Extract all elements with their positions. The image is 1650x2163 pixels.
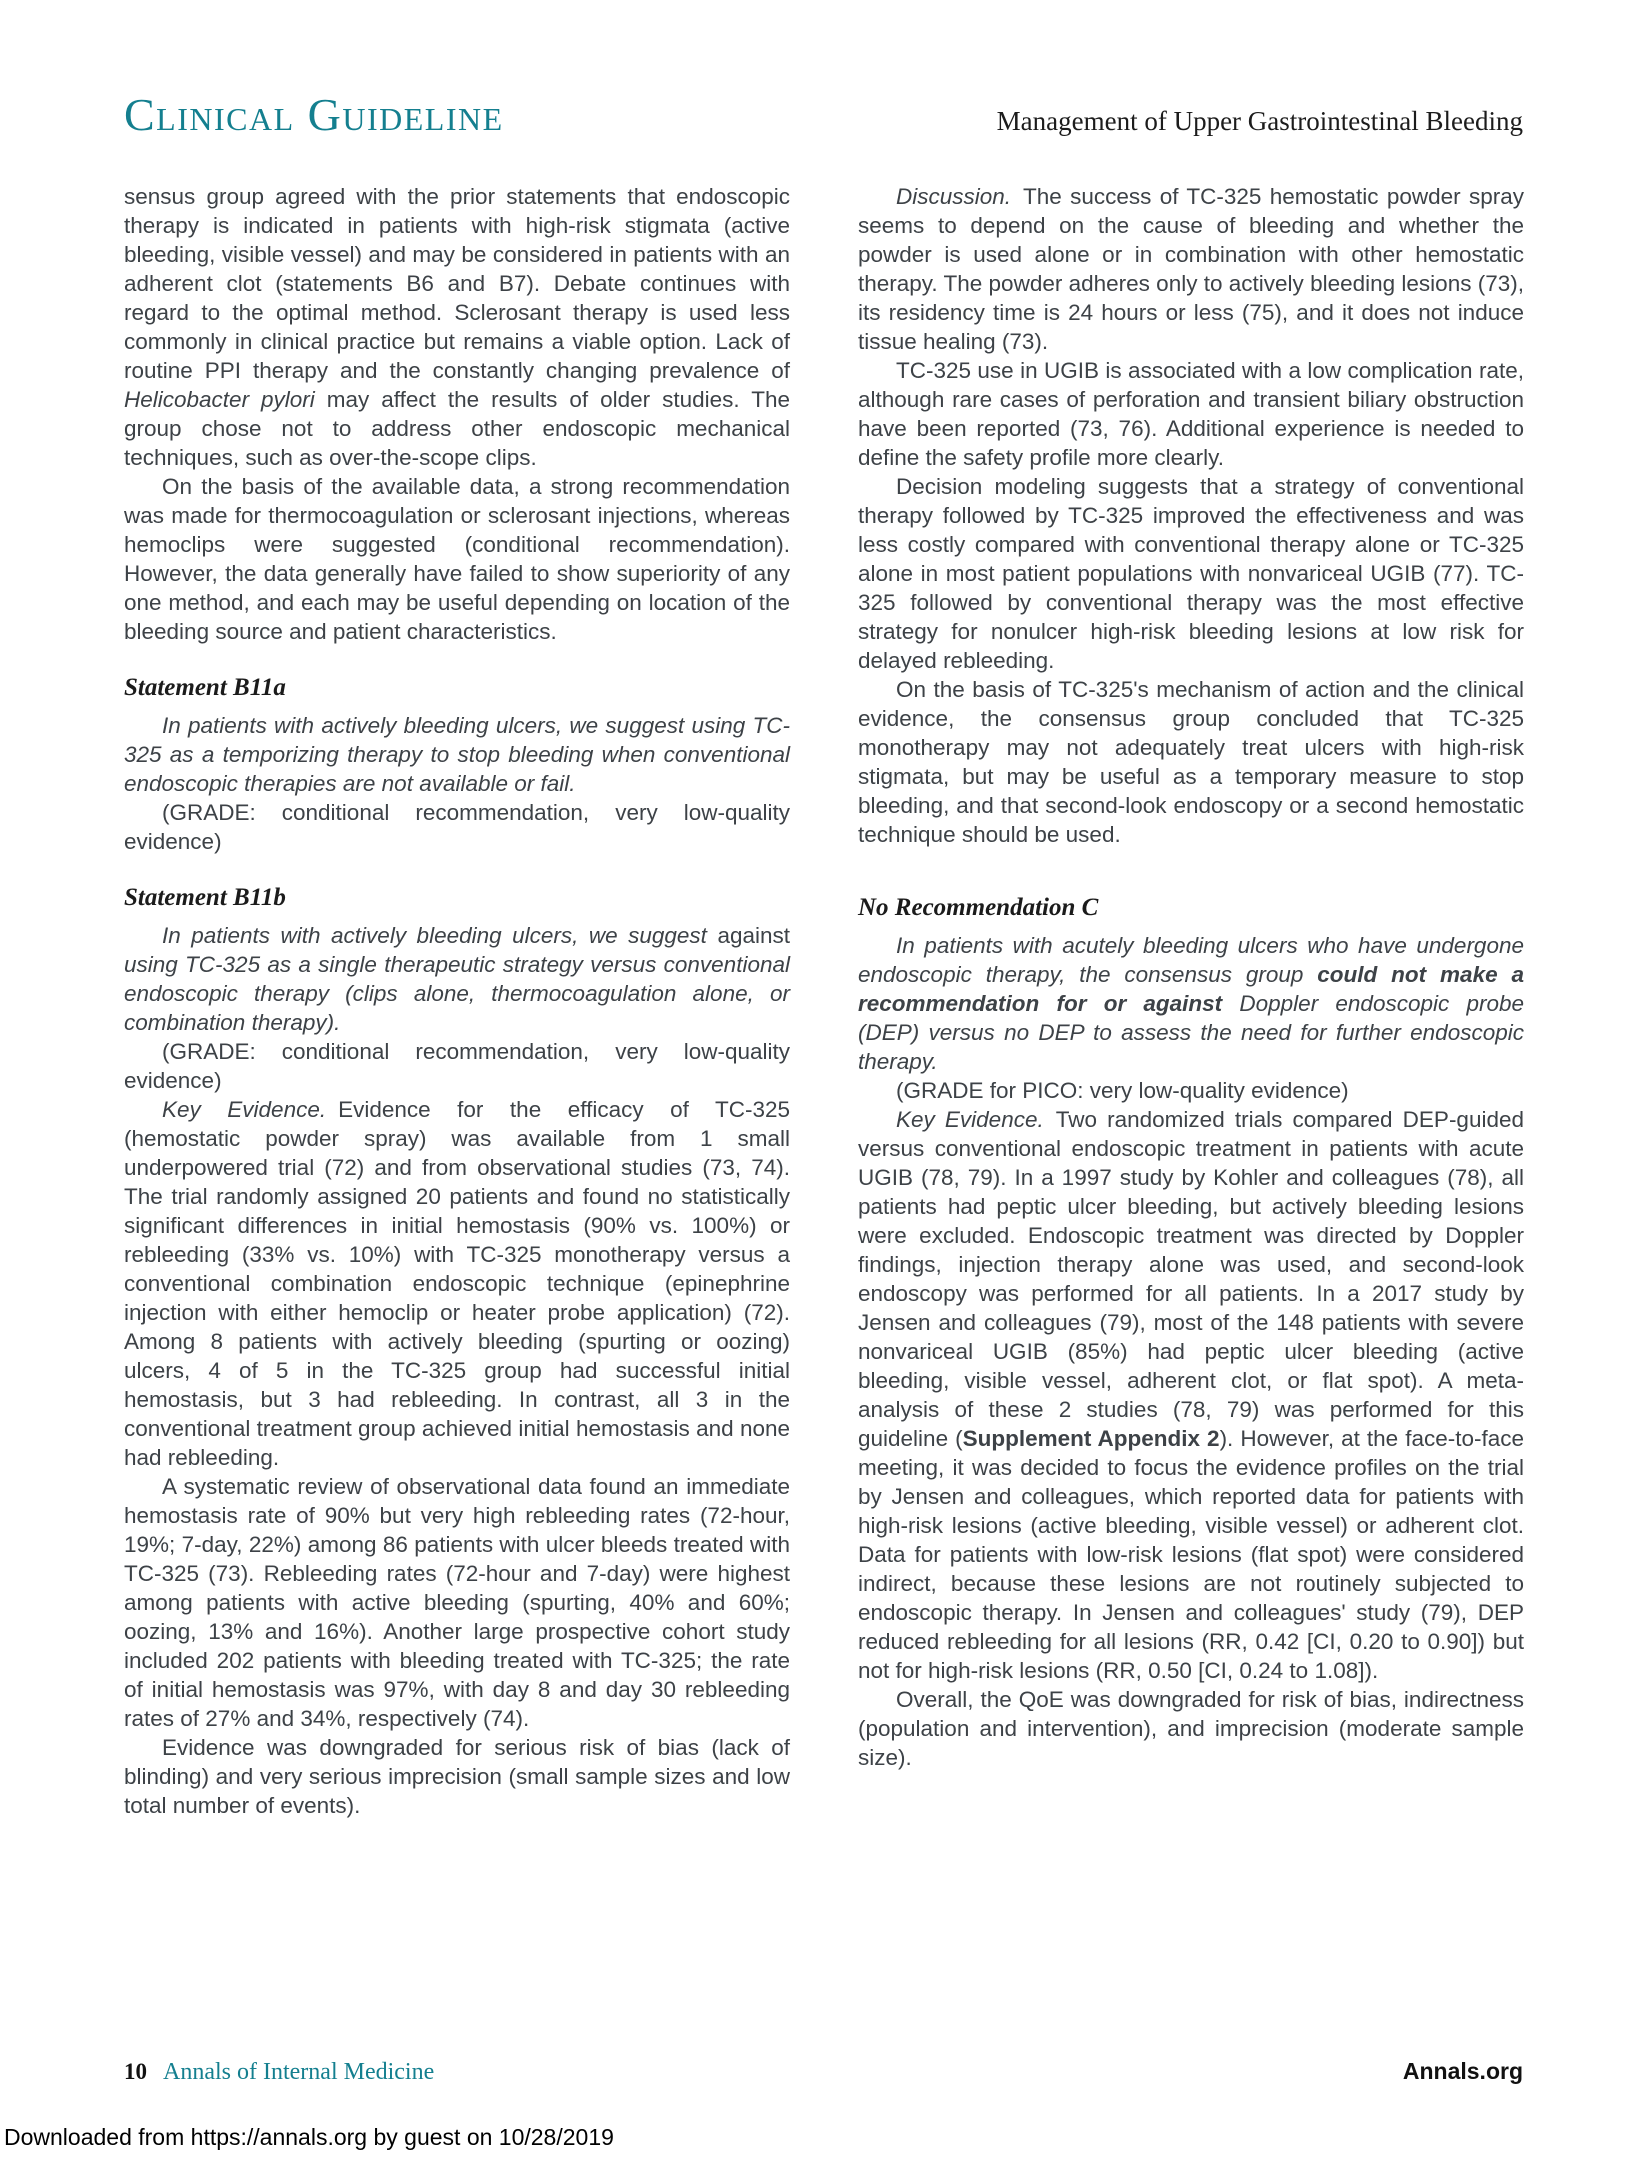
statement-b11a-heading: Statement B11a bbox=[124, 674, 286, 701]
paragraph-evidence-downgraded: Evidence was downgraded for serious risk of bias (lack of blinding) and very serious imprecision (small sample sizes and low total number of events). bbox=[124, 1735, 790, 1818]
paragraph-discussion bbox=[858, 182, 1524, 356]
journal-site: Annals.org bbox=[1402, 2058, 1523, 2084]
paragraph-consensus-rest: may affect the results of older studies. The group chose not to address other endoscopic mechanical techniques, such as over-the-scope clips. bbox=[124, 387, 791, 470]
statement-b11b-text: In patients with actively bleeding ulcers, we suggest bbox=[162, 923, 718, 948]
right-column bbox=[858, 182, 1524, 1772]
species-name-italic: Helicobacter pylori bbox=[124, 387, 315, 412]
statement-b11b-body bbox=[124, 921, 790, 1037]
paragraph-key-evidence-right bbox=[858, 1105, 1524, 1685]
supplement-appendix-bold: Supplement Appendix 2 bbox=[962, 1426, 1220, 1451]
key-evidence-text: Evidence for the efficacy of TC-325 (hemostatic powder spray) was available from 1 small underpowered trial (72) and from observational studies (73, 74). The trial randomly assigned 20 patients and found no statistically significant differences in initial hemostasis (90% vs. 100%) or rebleeding (33% vs. 10%) with TC-325 monotherapy versus a conventional combination endoscopic technique (epinephrine injection with either hemoclip or heater probe application) (72). Among 8 patients with actively bleeding (spurting or oozing) ulcers, 4 of 5 in the TC-325 group had successful initial hemostasis, but 3 had rebleeding. In contrast, all 3 in the conventional treatment group achieved initial hemostasis and none had rebleeding. bbox=[124, 1097, 790, 1470]
paragraph-consensus bbox=[124, 182, 790, 472]
statement-b11b-rest: using TC-325 as a single therapeutic strategy versus conventional endoscopic therapy (clips alone, thermocoagulation alone, or combination therapy). bbox=[124, 952, 790, 1035]
page-footer bbox=[124, 2058, 1523, 2086]
section-kicker: Clinical Guideline bbox=[124, 89, 504, 140]
paragraph-overall-qoe: Overall, the QoE was downgraded for risk of bias, indirectness (population and intervention), and imprecision (moderate sample size). bbox=[858, 1687, 1524, 1770]
paragraph-recommendation-basis: On the basis of the available data, a strong recommendation was made for thermocoagulation or sclerosant injections, whereas hemoclips were suggested (conditional recommendation). However, the data generally have failed to show superiority of any one method, and each may be useful depending on location of the bleeding source and patient characteristics. bbox=[124, 474, 790, 644]
statement-b11b-grade: (GRADE: conditional recommendation, very low-quality evidence) bbox=[124, 1039, 790, 1093]
no-rec-text: In patients with acutely bleeding ulcers who have undergone endoscopic therapy, the consensus group bbox=[858, 933, 1524, 987]
no-recommendation-c-body bbox=[858, 931, 1524, 1076]
no-recommendation-c-heading: No Recommendation C bbox=[858, 894, 1099, 921]
statement-b11a-body: In patients with actively bleeding ulcers, we suggest using TC-325 as a temporizing therapy to stop bleeding when conventional endoscopic therapies are not available or fail. bbox=[124, 713, 790, 796]
statement-b11b-heading: Statement B11b bbox=[124, 884, 286, 911]
statement-b11b-against: against bbox=[717, 923, 790, 948]
paragraph-consensus-text: sensus group agreed with the prior statements that endoscopic therapy is indicated in patients with high-risk stigmata (active bleeding, visible vessel) and may be considered in patients with an adherent clot (statements B6 and B7). Debate continues with regard to the optimal method. Sclerosant therapy is used less commonly in clinical practice but remains a viable option. Lack of routine PPI therapy and the constantly changing prevalence of bbox=[124, 184, 790, 383]
key-evidence-label: Key Evidence. bbox=[162, 1097, 327, 1122]
paragraph-complication-rate: TC-325 use in UGIB is associated with a low complication rate, although rare cases of perforation and transient biliary obstruction have been reported (73, 76). Additional experience is needed to define the safety profile more clearly. bbox=[858, 358, 1524, 470]
running-title: Management of Upper Gastrointestinal Bleeding bbox=[996, 106, 1523, 136]
discussion-label: Discussion. bbox=[896, 184, 1012, 209]
key-evidence-label: Key Evidence. bbox=[896, 1107, 1044, 1132]
paragraph-decision-modeling: Decision modeling suggests that a strategy of conventional therapy followed by TC-325 improved the effectiveness and was less costly compared with conventional therapy alone or TC-325 alone in most patient populations with nonvariceal UGIB (77). TC-325 followed by conventional therapy was the most effective strategy for nonulcer high-risk bleeding lesions at low risk for delayed rebleeding. bbox=[858, 474, 1524, 673]
download-watermark: Downloaded from https://annals.org by guest on 10/28/2019 bbox=[4, 2124, 614, 2150]
page-number: 10 bbox=[124, 2059, 147, 2084]
left-column bbox=[124, 182, 790, 1820]
no-rec-rest: Doppler endoscopic probe (DEP) versus no DEP to assess the need for further endoscopic therapy. bbox=[858, 991, 1524, 1074]
key-evidence-text: Two randomized trials compared DEP-guided versus conventional endoscopic treatment in patients with acute UGIB (78, 79). In a 1997 study by Kohler and colleagues (78), all patients had peptic ulcer bleeding, but actively bleeding lesions were excluded. Endoscopic treatment was directed by Doppler findings, injection therapy alone was used, and second-look endoscopy was performed for all patients. In a 2017 study by Jensen and colleagues (79), most of the 148 patients with severe nonvariceal UGIB (85%) had peptic ulcer bleeding (active bleeding, visible vessel, adherent clot, or flat spot). A meta-analysis of these 2 studies (78, 79) was performed for this guideline ( bbox=[858, 1107, 1524, 1451]
no-rec-bold: could not make a recommendation for or against bbox=[858, 962, 1524, 1016]
no-recommendation-c-grade: (GRADE for PICO: very low-quality evidence) bbox=[896, 1078, 1349, 1103]
paragraph-systematic-review: A systematic review of observational data found an immediate hemostasis rate of 90% but very high rebleeding rates (72-hour, 19%; 7-day, 22%) among 86 patients with ulcer bleeds treated with TC-325 (73). Rebleeding rates (72-hour and 7-day) were highest among patients with active bleeding (spurting, 40% and 60%; oozing, 13% and 16%). Another large prospective cohort study included 202 patients with bleeding treated with TC-325; the rate of initial hemostasis was 97%, with day 8 and day 30 rebleeding rates of 27% and 34%, respectively (74). bbox=[124, 1474, 790, 1731]
key-evidence-rest: ). However, at the face-to-face meeting, it was decided to focus the evidence profiles on the trial by Jensen and colleagues, which reported data for patients with high-risk lesions (active bleeding, visible vessel) or adherent clot. Data for patients with low-risk lesions (flat spot) were considered indirect, because these lesions are not routinely subjected to endoscopic therapy. In Jensen and colleagues' study (79), DEP reduced rebleeding for all lesions (RR, 0.42 [CI, 0.20 to 0.90]) but not for high-risk lesions (RR, 0.50 [CI, 0.24 to 1.08]). bbox=[858, 1426, 1524, 1683]
paragraph-mechanism-conclusion: On the basis of TC-325's mechanism of action and the clinical evidence, the consensus group concluded that TC-325 monotherapy may not adequately treat ulcers with high-risk stigmata, but may be useful as a temporary measure to stop bleeding, and that second-look endoscopy or a second hemostatic technique should be used. bbox=[858, 677, 1524, 847]
discussion-text: The success of TC-325 hemostatic powder spray seems to depend on the cause of bleeding and whether the powder is used alone or in combination with other hemostatic therapy. The powder adheres only to actively bleeding lesions (73), its residency time is 24 hours or less (75), and it does not induce tissue healing (73). bbox=[858, 184, 1524, 354]
footer-left bbox=[124, 2059, 434, 2086]
statement-b11a-grade: (GRADE: conditional recommendation, very low-quality evidence) bbox=[124, 800, 790, 854]
paragraph-key-evidence-left bbox=[124, 1095, 790, 1472]
journal-name: Annals of Internal Medicine bbox=[163, 2059, 435, 2085]
